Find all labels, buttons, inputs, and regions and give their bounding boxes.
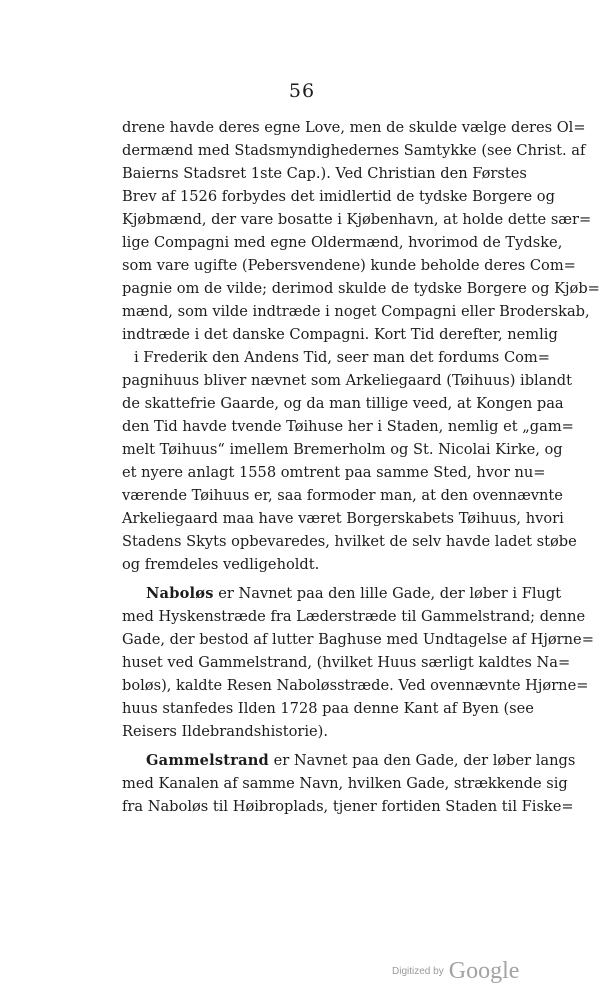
entry-term: Gammelstrand [146,752,269,769]
paragraph-3 [122,749,576,818]
page-number: 56 [288,80,316,102]
text-line: indtræde i det danske Compagni. Kort Tid derefter, nemlig [122,326,558,343]
text-line: lige Compagni med egne Oldermænd, hvorimod de Tydske, [122,234,563,251]
text-line: pagnihuus bliver nævnet som Arkeliegaard (Tøihuus) iblandt [122,372,573,389]
google-logo: Google [448,958,520,984]
text-line: Reisers Ildebrandshistorie). [122,723,329,740]
entry-first-line: er Navnet paa den Gade, der løber langs [268,752,576,769]
text-line: som vare ugifte (Pebersvendene) kunde beholde deres Com= [122,257,576,274]
text-line: melt Tøihuus“ imellem Bremerholm og St. Nicolai Kirke, og [122,441,563,458]
text-line: Baierns Stadsret 1ste Cap.). Ved Christian den Førstes [122,165,527,182]
text-line: i Frederik den Andens Tid, seer man det fordums Com= [134,349,550,366]
text-line: og fremdeles vedligeholdt. [122,556,320,573]
entry-first-line: er Navnet paa den lille Gade, der løber i Flugt [213,585,562,602]
text-line: huus stanfedes Ilden 1728 paa denne Kant af Byen (see [122,700,534,717]
text-line [122,582,562,605]
text-line: et nyere anlagt 1558 omtrent paa samme Sted, hvor nu= [122,464,546,481]
text-line: huset ved Gammelstrand, (hvilket Huus særligt kaldtes Na= [122,654,571,671]
text-line: Arkeliegaard maa have været Borgerskabets Tøihuus, hvori [122,510,564,527]
text-line: pagnie om de vilde; derimod skulde de tydske Borgere og Kjøb= [122,280,600,297]
text-line: med Kanalen af samme Navn, hvilken Gade, strækkende sig [122,775,568,792]
text-line: den Tid havde tvende Tøihuse her i Staden, nemlig et „gam= [122,418,574,435]
watermark-prefix: Digitized by [392,966,444,977]
text-line: mænd, som vilde indtræde i noget Compagni eller Broderskab, [122,303,590,320]
text-line: de skattefrie Gaarde, og da man tillige veed, at Kongen paa [122,395,564,412]
text-line: med Hyskenstræde fra Læderstræde til Gammelstrand; denne [122,608,586,625]
body-text [122,116,600,818]
text-line: Kjøbmænd, der vare bosatte i Kjøbenhavn, at holde dette sær= [122,211,592,228]
text-line: drene havde deres egne Love, men de skulde vælge deres Ol= [122,119,586,136]
text-line: værende Tøihuus er, saa formoder man, at den ovennævnte [122,487,563,504]
entry-term: Naboløs [146,585,214,602]
text-line: boløs), kaldte Resen Naboløsstræde. Ved ovennævnte Hjørne= [122,677,589,694]
paragraph-2 [122,582,594,743]
text-line: Stadens Skyts opbevaredes, hvilket de selv havde ladet støbe [122,533,577,550]
text-line: dermænd med Stadsmyndighedernes Samtykke (see Christ. af [122,142,586,159]
google-watermark [392,958,519,985]
text-line: Brev af 1526 forbydes det imidlertid de tydske Borgere og [122,188,555,205]
text-line: fra Naboløs til Høibroplads, tjener fortiden Staden til Fiske= [122,798,574,815]
paragraph-1 [122,116,600,576]
text-line [122,749,576,772]
text-line: Gade, der bestod af lutter Baghuse med Undtagelse af Hjørne= [122,631,594,648]
